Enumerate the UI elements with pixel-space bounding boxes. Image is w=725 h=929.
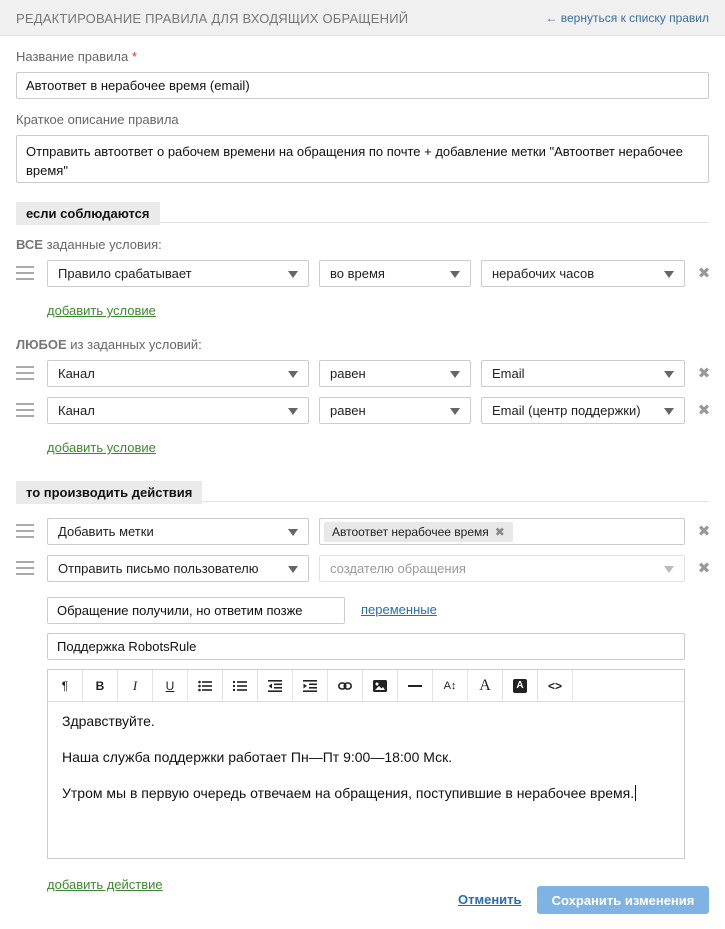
variables-link[interactable]: переменные (361, 602, 437, 617)
action-type-select[interactable] (47, 555, 309, 582)
indent-icon[interactable] (293, 670, 328, 701)
rule-name-label (16, 49, 137, 64)
save-changes-button[interactable]: Сохранить изменения (537, 886, 709, 914)
add-condition-link-any[interactable]: добавить условие (47, 440, 156, 455)
code-icon[interactable]: <> (538, 670, 573, 701)
condition-operator-value: равен (330, 366, 366, 381)
condition-value-text: нерабочих часов (492, 266, 595, 281)
remove-action-icon[interactable]: ✖ (697, 523, 711, 540)
any-conditions-label (16, 337, 202, 352)
rule-description-textarea[interactable]: Отправить автоответ о рабочем времени на обращения по почте + добавление метки "Автоответ нерабочее время" (16, 135, 709, 183)
numbered-list-icon[interactable] (223, 670, 258, 701)
sender-name-value: Поддержка RobotsRule (57, 639, 197, 654)
font-color-icon[interactable]: A (468, 670, 503, 701)
font-size-icon[interactable]: A↕ (433, 670, 468, 701)
tag-chip (324, 522, 513, 542)
condition-field-select[interactable] (47, 397, 309, 424)
background-color-glyph: A (513, 679, 527, 693)
remove-condition-icon[interactable]: ✖ (697, 365, 711, 382)
action-type-value: Отправить письмо пользователю (58, 561, 259, 576)
sender-name-input[interactable] (47, 633, 685, 660)
recipient-select[interactable] (319, 555, 685, 582)
italic-icon[interactable]: I (118, 670, 153, 701)
chevron-down-icon (664, 271, 674, 278)
chevron-down-icon (288, 408, 298, 415)
drag-handle-icon[interactable] (16, 524, 34, 538)
condition-field-value: Правило срабатывает (58, 266, 192, 281)
remove-condition-icon[interactable]: ✖ (697, 265, 711, 282)
actions-section-title: то производить действия (16, 481, 202, 504)
chevron-down-icon (450, 408, 460, 415)
editor-toolbar (47, 669, 685, 702)
drag-handle-icon[interactable] (16, 561, 34, 575)
condition-value-select[interactable] (481, 260, 685, 287)
email-subject-value: Обращение получили, но ответим позже (57, 603, 303, 618)
chevron-down-icon (288, 371, 298, 378)
background-color-icon[interactable] (503, 670, 538, 701)
condition-field-select[interactable] (47, 260, 309, 287)
conditions-section-title: если соблюдаются (16, 202, 160, 225)
all-suffix: заданные условия: (46, 237, 162, 252)
email-body-editor[interactable] (47, 702, 685, 859)
condition-field-value: Канал (58, 403, 95, 418)
rule-name-value: Автоответ в нерабочее время (email) (26, 78, 250, 93)
link-icon[interactable] (328, 670, 363, 701)
all-keyword: ВСЕ (16, 237, 43, 252)
chevron-down-icon (664, 566, 674, 573)
any-keyword: ЛЮБОЕ (16, 337, 67, 352)
underline-icon[interactable]: U (153, 670, 188, 701)
page-title: РЕДАКТИРОВАНИЕ ПРАВИЛА ДЛЯ ВХОДЯЩИХ ОБРАЩЕНИЙ (16, 11, 409, 26)
condition-field-value: Канал (58, 366, 95, 381)
tag-chip-label: Автоответ нерабочее время (332, 524, 489, 539)
remove-tag-icon[interactable]: ✖ (494, 524, 505, 539)
condition-value-select[interactable] (481, 360, 685, 387)
outdent-icon[interactable] (258, 670, 293, 701)
bullet-list-icon[interactable] (188, 670, 223, 701)
chevron-down-icon (288, 529, 298, 536)
text-cursor (635, 785, 636, 801)
editor-paragraph-text: Утром мы в первую очередь отвечаем на обращения, поступившие в нерабочее время. (62, 785, 635, 801)
remove-condition-icon[interactable]: ✖ (697, 402, 711, 419)
condition-operator-select[interactable] (319, 397, 471, 424)
chevron-down-icon (664, 408, 674, 415)
action-type-select[interactable] (47, 518, 309, 545)
back-to-rules-link[interactable]: ← вернуться к списку правил (545, 11, 709, 25)
condition-value-text: Email (центр поддержки) (492, 403, 641, 418)
add-condition-link-all[interactable]: добавить условие (47, 303, 156, 318)
chevron-down-icon (288, 566, 298, 573)
any-suffix: из заданных условий: (70, 337, 202, 352)
chevron-down-icon (450, 371, 460, 378)
condition-operator-value: равен (330, 403, 366, 418)
drag-handle-icon[interactable] (16, 366, 34, 380)
rule-description-label: Краткое описание правила (16, 112, 179, 127)
chevron-down-icon (664, 371, 674, 378)
horizontal-rule-icon[interactable] (398, 670, 433, 701)
condition-operator-select[interactable] (319, 360, 471, 387)
all-conditions-label (16, 237, 162, 252)
rule-name-label-text: Название правила (16, 49, 129, 64)
condition-value-text: Email (492, 366, 525, 381)
condition-field-select[interactable] (47, 360, 309, 387)
required-mark: * (131, 49, 137, 64)
bold-icon[interactable]: B (83, 670, 118, 701)
email-subject-input[interactable] (47, 597, 345, 624)
remove-action-icon[interactable]: ✖ (697, 560, 711, 577)
image-icon[interactable] (363, 670, 398, 701)
drag-handle-icon[interactable] (16, 266, 34, 280)
cancel-button[interactable]: Отменить (458, 892, 522, 907)
chevron-down-icon (288, 271, 298, 278)
editor-paragraph: Здравствуйте. (62, 713, 155, 729)
condition-value-select[interactable] (481, 397, 685, 424)
action-type-value: Добавить метки (58, 524, 154, 539)
condition-operator-select[interactable] (319, 260, 471, 287)
editor-paragraph (62, 784, 670, 802)
chevron-down-icon (450, 271, 460, 278)
recipient-value: создателю обращения (330, 561, 466, 576)
tags-input[interactable] (319, 518, 685, 545)
rule-name-input[interactable] (16, 72, 709, 99)
paragraph-icon[interactable]: ¶ (48, 670, 83, 701)
drag-handle-icon[interactable] (16, 403, 34, 417)
condition-operator-value: во время (330, 266, 385, 281)
add-action-link[interactable]: добавить действие (47, 877, 163, 892)
editor-paragraph: Наша служба поддержки работает Пн—Пт 9:00—18:00 Мск. (62, 749, 453, 765)
